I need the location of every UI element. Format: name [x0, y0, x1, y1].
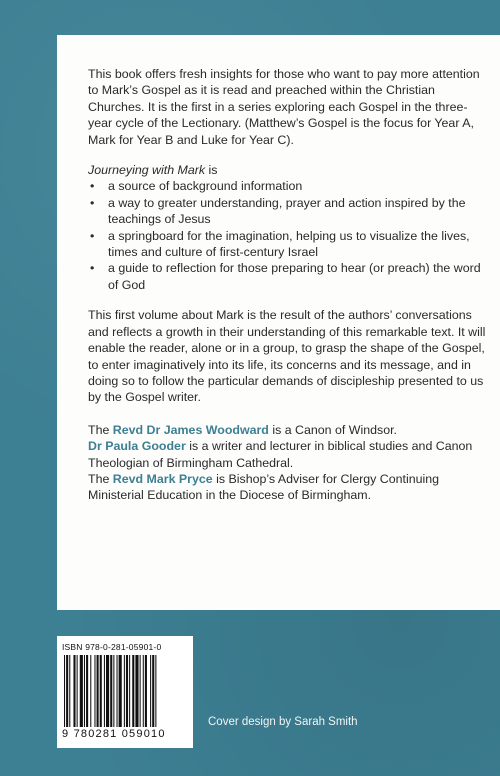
barcode-bars-icon: [62, 655, 188, 727]
list-item: [88, 260, 488, 293]
isbn-label: ISBN 978-0-281-05901-0: [62, 642, 162, 652]
list-item-text: a source of background information: [108, 179, 303, 194]
author-name: Revd Dr James Woodward: [112, 422, 269, 437]
book-title-italic: Journeying with Mark: [88, 163, 206, 178]
author-prefix: The: [88, 422, 113, 437]
isbn-barcode: [57, 636, 193, 748]
cover-design-credit: Cover design by Sarah Smith: [208, 716, 358, 728]
author-bio: [88, 438, 488, 471]
bullet-icon: •: [90, 261, 95, 276]
author-bios: [88, 422, 488, 504]
list-item-text: a springboard for the imagination, helping us to visualize the lives, times and culture of first-century Israel: [108, 228, 470, 260]
back-cover-blurb-panel: [57, 35, 500, 610]
author-bio: [88, 422, 488, 438]
author-description: is a Canon of Windsor.: [268, 422, 397, 437]
list-item-text: a way to greater understanding, prayer and action inspired by the teachings of Jesus: [108, 195, 466, 227]
bullet-icon: •: [90, 179, 95, 194]
list-item-text: a guide to reflection for those preparing to hear (or preach) the word of God: [108, 261, 481, 292]
author-description: is Bishop’s Adviser for Clergy Continuing Ministerial Education in the Diocese of Birmingham.: [88, 471, 440, 503]
list-intro: [88, 162, 488, 178]
bullet-icon: •: [90, 195, 95, 210]
intro-paragraph: This book offers fresh insights for those who want to pay more attention to Mark’s Gospel as it is read and preached within the Christian Churches. It is the first in a series exploring each Gospel in the three-year cycle of the Lectionary. (Matthew’s Gospel is the focus for Year A, Mark for Year B and Luke for Year C).: [88, 67, 480, 147]
author-name: Revd Mark Pryce: [112, 471, 213, 486]
list-intro-suffix: is: [205, 163, 218, 178]
closing-paragraph: This first volume about Mark is the result of the authors’ conversations and reflects a growth in their understanding of this remarkable text. It will enable the reader, alone or in a group, to grasp the shape of the Gospel, to enter imaginatively into its life, its concerns and its message, and in doing so to follow the particular demands of discipleship presented to us by the Gospel writer.: [88, 308, 486, 405]
author-bio: [88, 471, 488, 504]
author-description: is a writer and lecturer in biblical studies and Canon Theologian of Birmingham Cathedral.: [88, 439, 473, 470]
list-item: [88, 178, 488, 194]
author-prefix: The: [88, 471, 113, 486]
author-name: Dr Paula Gooder: [88, 439, 186, 454]
list-item: [88, 228, 488, 261]
list-item: [88, 195, 488, 228]
feature-list: [88, 178, 488, 293]
bullet-icon: •: [90, 228, 95, 243]
barcode-digits: 9 780281 059010: [62, 728, 166, 740]
